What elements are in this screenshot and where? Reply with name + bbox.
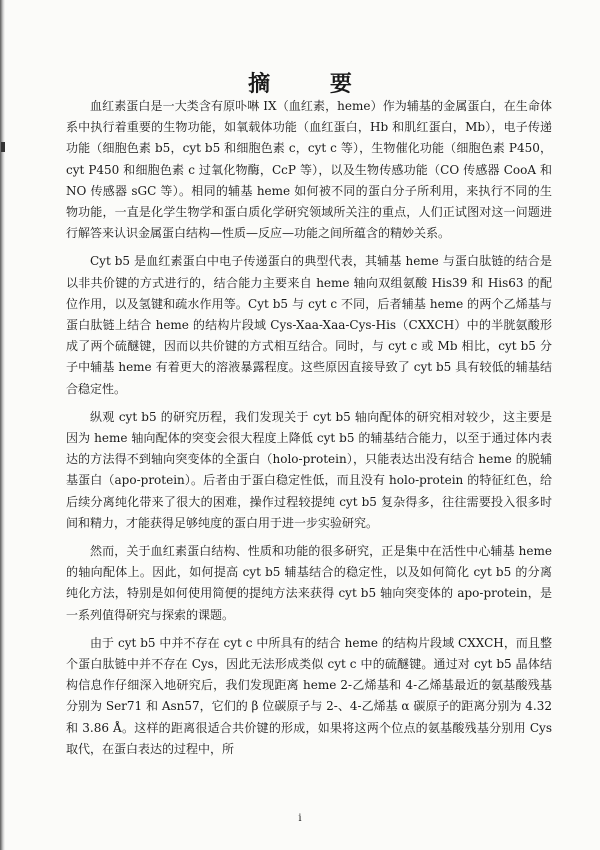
scan-edge-shadow: [0, 0, 5, 850]
paragraph-4: 然而，关于血红素蛋白结构、性质和功能的很多研究，正是集中在活性中心辅基 heme 的轴向配体上。因此，如何提高 cyt b5 辅基结合的稳定性，以及如何简化 cyt b5 的分离纯化方法，特别是如何使用简便的提纯方法来获得 cyt b5 轴向突变体的 apo-protein，是一系列值得研究与探索的课题。: [66, 544, 552, 622]
page-title: 摘 要: [248, 71, 378, 97]
scan-mark: [1, 142, 5, 152]
paragraph-5: 由于 cyt b5 中并不存在 cyt c 中所具有的结合 heme 的结构片段域 CXXCH，而且整个蛋白肽链中并不存在 Cys，因此无法形成类似 cyt c 中的硫醚键。通过对 cyt b5 晶体结构信息作仔细深入地研究后，我们发现距离 heme 2-乙烯基和 4-乙烯基最近的氨基酸残基分别为 Ser71 和 Asn57，它们的 β 位碳原子与 2-、4-乙烯基 α 碳原子的距离分别为 4.32 和 3.86 Å。这样的距离很适合共价键的形成，如果将这两个位点的氨基酸残基分别用 Cys 取代，在蛋白表达的过程中，所: [66, 635, 552, 756]
paragraph-3: 纵观 cyt b5 的研究历程，我们发现关于 cyt b5 轴向配体的研究相对较少，这主要是因为 heme 轴向配体的突变会很大程度上降低 cyt b5 的辅基结合能力，以至于通过体内表达的方法得不到轴向突变体的全蛋白（holo-protein），只能表达出没有结合 heme 的脱辅基蛋白（apo-protein）。后者由于蛋白稳定性低，而且没有 holo-protein 的特征红色，给后续分离纯化带来了很大的困难，操作过程较提纯 cyt b5 复杂得多，往往需要投入很多时间和精力，才能获得足够纯度的蛋白用于进一步实验研究。: [66, 409, 552, 530]
paragraph-2: Cyt b5 是血红素蛋白中电子传递蛋白的典型代表，其辅基 heme 与蛋白肽链的结合是以非共价键的方式进行的，结合能力主要来自 heme 轴向双组氨酸 His39 和 His63 的配位作用，以及氢键和疏水作用等。Cyt b5 与 cyt c 不同，后者辅基 heme 的两个乙烯基与蛋白肽链上结合 heme 的结构片段域 Cys-Xaa-Xaa-Cys-His（CXXCH）中的半胱氨酸形成了两个硫醚键，因而以共价键的方式相互结合。同时，与 cyt c 或 Mb 相比，cyt b5 分子中辅基 heme 有着更大的溶液暴露程度。这些原因直接导致了 cyt b5 具有较低的辅基结合稳定性。: [66, 254, 552, 396]
page-number: i: [298, 813, 302, 824]
abstract-body: [66, 96, 552, 767]
paragraph-1: 血红素蛋白是一大类含有原卟啉 IX（血红素，heme）作为辅基的金属蛋白，在生命体系中执行着重要的生物功能，如氧载体功能（血红蛋白，Hb 和肌红蛋白，Mb），电子传递功能（细胞色素 b5，cyt b5 和细胞色素 c，cyt c 等），生物催化功能（细胞色素 P450，cyt P450 和细胞色素 c 过氧化物酶，CcP 等），以及生物传感功能（CO 传感器 CooA 和 NO 传感器 sGC 等）。相同的辅基 heme 如何被不同的蛋白分子所利用，来执行不同的生物功能，一直是化学生物学和蛋白质化学研究领域所关注的重点，人们正试图对这一问题进行解答来认识金属蛋白结构—性质—反应—功能之间所蕴含的精妙关系。: [66, 99, 552, 241]
